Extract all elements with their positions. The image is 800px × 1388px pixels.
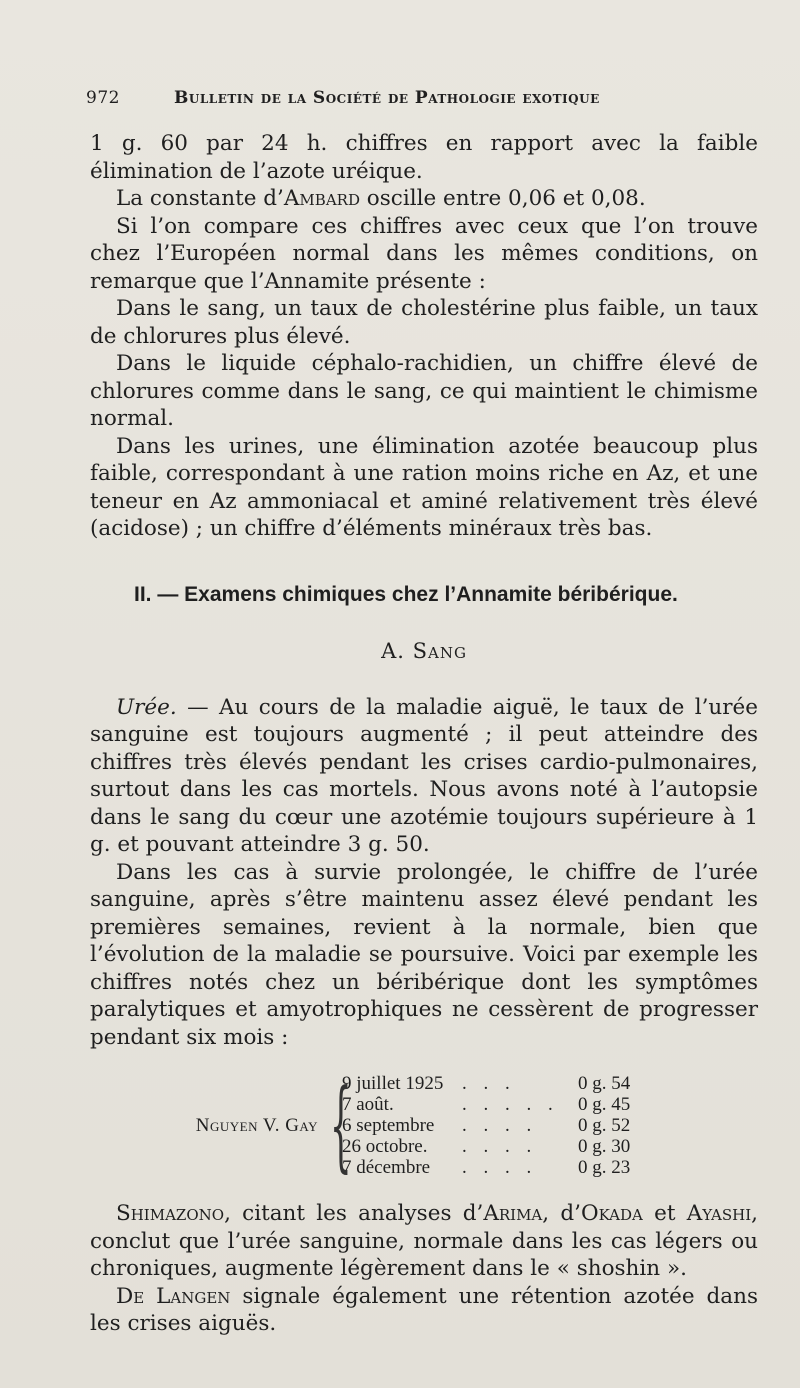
paragraph: Dans le sang, un taux de cholestérine plus faible, un taux de chlorures plus élevé. <box>90 296 758 349</box>
table-row <box>342 1115 658 1136</box>
paragraph: Dans les cas à survie prolongée, le chiffre de l’urée sanguine, après s’être maintenu assez élevé pendant les premières semaines, revient à la normale, bien que l’évolution de la maladie se poursuive. Voici par exemple les chiffres notés chez un béribérique dont les symptômes paralytiques et amyotrophiques ne cessèrent de progresser pendant six mois : <box>90 859 758 1050</box>
row-date: 7 décembre <box>342 1157 431 1178</box>
patient-name: Nguyen V. Gay <box>195 1115 318 1136</box>
row-date: 7 août. <box>342 1094 394 1115</box>
paragraph: Dans les urines, une élimination azotée beaucoup plus faible, correspondant à une ration moins riche en Az, et une teneur en Az ammoniacal et aminé relativement très élevé (acidose) ; un chiffre d’éléments minéraux très bas. <box>90 433 758 541</box>
row-value: 0 g. 54 <box>578 1073 631 1094</box>
uree-text: — Au cours de la maladie aiguë, le taux de l’urée sanguine est toujours augmenté ; il peut atteindre des chiffres très élevés pendant les crises cardio-pulmonaires, surtout dans les cas mortels. Nous avons noté à l’autopsie dans le sang du cœur une azotémie toujours supérieure à 1 g. et pouvant atteindre 3 g. 50. <box>90 694 758 857</box>
row-dots: . . . <box>462 1073 516 1094</box>
row-date: 9 juillet 1925 <box>342 1073 444 1094</box>
table-row <box>342 1157 658 1178</box>
paragraph: 1 g. 60 par 24 h. chiffres en rapport avec la faible élimination de l’azote uréique. <box>90 131 758 184</box>
author-name: Okada <box>580 1201 643 1226</box>
row-value: 0 g. 30 <box>578 1136 631 1157</box>
running-title: Bulletin de la Société de Pathologie exotique <box>174 88 600 108</box>
paragraph-ambard: La constante d’Ambard oscille entre 0,06 et 0,08. <box>116 186 646 211</box>
uree-table <box>90 1068 758 1183</box>
paragraph-langen <box>90 1283 758 1338</box>
row-date: 6 septembre <box>342 1115 435 1136</box>
table-row <box>342 1094 658 1115</box>
row-value: 0 g. 45 <box>578 1094 631 1115</box>
author-name: Ambard <box>283 186 360 211</box>
subsection-title: A. Sang <box>381 639 467 663</box>
text-fragment: , conclut que l’urée sanguine, normale dans les cas légers ou chroniques, augmente légèrement dans le « shoshin ». <box>90 1201 758 1281</box>
row-dots: . . . . <box>462 1157 538 1178</box>
paragraph: Si l’on compare ces chiffres avec ceux que l’on trouve chez l’Européen normal dans les mêmes conditions, on remarque que l’Annamite présente : <box>90 213 758 294</box>
paragraph: Dans le liquide céphalo-rachidien, un chiffre élevé de chlorures comme dans le sang, ce qui maintient le chimisme normal. <box>90 351 758 431</box>
section-title: II. — Examens chimiques chez l’Annamite béribérique. <box>134 582 678 606</box>
row-dots: . . . . . <box>462 1094 559 1115</box>
brace-icon: { <box>329 1068 352 1183</box>
paragraph-shimazono <box>90 1200 758 1283</box>
page-header <box>86 88 650 108</box>
uree-label: Urée. <box>116 694 177 720</box>
row-date: 26 octobre. <box>342 1136 428 1157</box>
table-row <box>342 1073 658 1094</box>
page-number: 972 <box>86 88 120 108</box>
row-dots: . . . . <box>462 1136 538 1157</box>
author-name: De Langen <box>116 1283 231 1309</box>
table-row <box>342 1136 658 1157</box>
author-name: Ayashi <box>686 1201 752 1226</box>
row-value: 0 g. 52 <box>578 1115 631 1136</box>
page-body <box>90 130 758 1338</box>
author-name: Shimazono <box>116 1201 225 1226</box>
text-fragment: signale également une rétention azotée dans les crises aiguës. <box>90 1283 758 1336</box>
paragraph-uree <box>90 694 758 859</box>
author-name: Arima <box>483 1201 543 1226</box>
text-fragment: , citant les analyses d’ <box>224 1201 484 1226</box>
text-fragment: et <box>642 1201 687 1226</box>
text-fragment: , d’ <box>542 1201 581 1226</box>
row-value: 0 g. 23 <box>578 1157 631 1178</box>
table-rows <box>342 1073 658 1178</box>
row-dots: . . . . <box>462 1115 538 1136</box>
